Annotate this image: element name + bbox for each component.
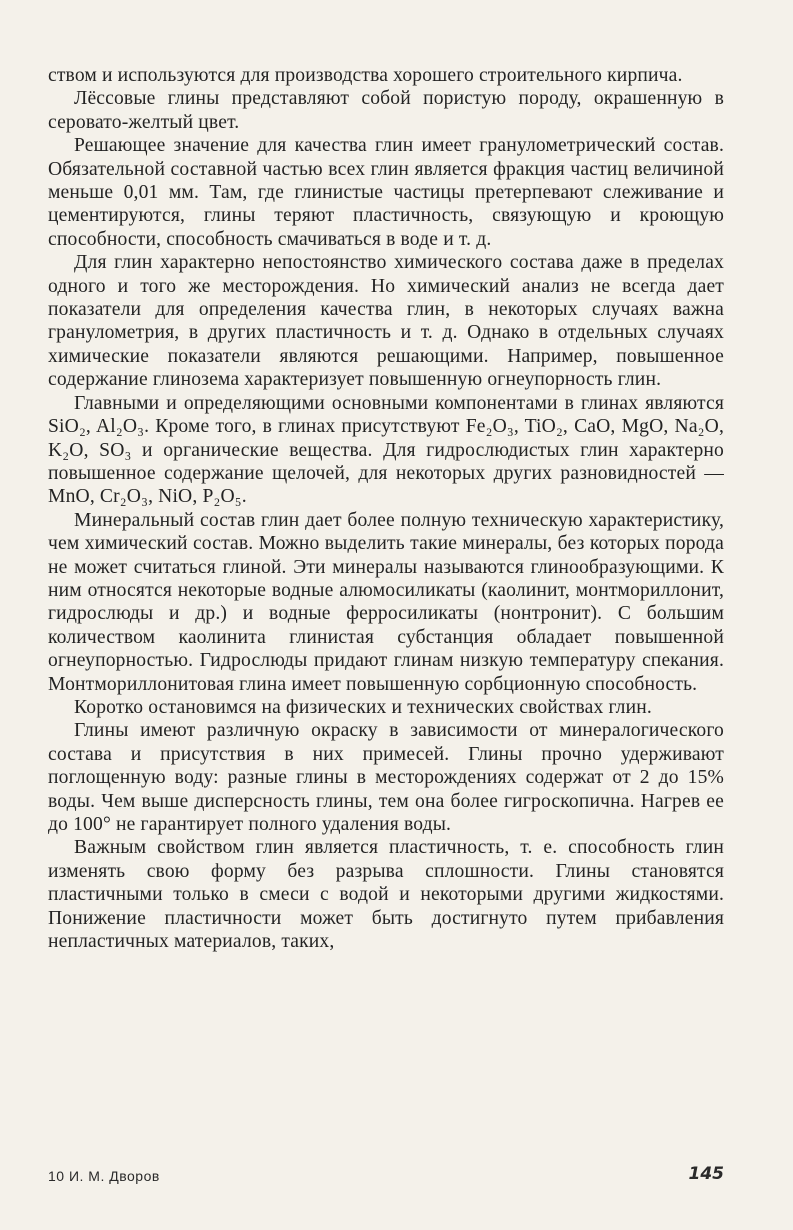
- paragraph-8: Глины имеют различную окраску в зависимости от минералогического состава и присутствия в них примесей. Глины прочно удерживают поглощенную воду: разные глины в месторождениях содержат от 2 до 15% воды. Чем выше дисперсность глины, тем она более гигроскопична. Нагрев ее до 100° не гарантирует полного удаления воды.: [48, 720, 724, 835]
- paragraph-3: Решающее значение для качества глин имеет гранулометрический состав. Обязательной составной частью всех глин является фракция частиц величиной меньше 0,01 мм. Там, где глинистые частицы претерпевают слеживание и цементируются, глины теряют пластичность, связующую и кроющую способности, способность смачиваться в воде и т. д.: [48, 135, 724, 250]
- page-number: 145: [688, 1164, 724, 1184]
- paragraph-6: Минеральный состав глин дает более полную техническую характеристику, чем химический состав. Можно выделить такие минералы, без которых порода не может считаться глиной. Эти минералы называются глинообразующими. К ним относятся некоторые водные алюмосиликаты (каолинит, монтмориллонит, гидрослюды и др.) и водные ферросиликаты (нонтронит). С большим количеством каолинита глинистая субстанция обладает повышенной огнеупорностью. Гидрослюды придают глинам низкую температуру спекания. Монтмориллонитовая глина имеет повышенную сорбционную способность.: [48, 509, 724, 695]
- paragraph-5: Главными и определяющими основными компонентами в глинах являются SiO₂, Al₂O₃. Кроме того, в глинах присутствуют Fe₂O₃, TiO₂, CaO, MgO, Na₂O, K₂O, SO₃ и органические вещества. Для гидрослюдистых глин характерно повышенное содержание щелочей, для некоторых других разновидностей — MnO, Cr₂O₃, NiO, P₂O₅.: [48, 392, 724, 508]
- page-body: [48, 64, 724, 953]
- paragraph-2: Лёссовые глины представляют собой пористую породу, окрашенную в серовато-желтый цвет.: [48, 88, 724, 133]
- printer-signature: 10 И. М. Дворов: [48, 1168, 160, 1184]
- paragraph-1: ством и используются для производства хорошего строительного кирпича.: [48, 65, 683, 86]
- paragraph-4: Для глин характерно непостоянство химического состава даже в пределах одного и того же месторождения. Но химический анализ не всегда дает показатели для определения качества глин, в некоторых случаях важна гранулометрия, в других пластичность и т. д. Однако в отдельных случаях химические показатели являются решающими. Например, повышенное содержание глинозема характеризует повышенную огнеупорность глин.: [48, 252, 724, 391]
- paragraph-9: Важным свойством глин является пластичность, т. е. способность глин изменять свою форму без разрыва сплошности. Глины становятся пластичными только в смеси с водой и некоторыми другими жидкостями. Понижение пластичности может быть достигнуто путем прибавления непластичных материалов, таких,: [48, 837, 724, 953]
- page-footer: [48, 1162, 724, 1188]
- paragraph-7: Коротко остановимся на физических и технических свойствах глин.: [74, 696, 652, 718]
